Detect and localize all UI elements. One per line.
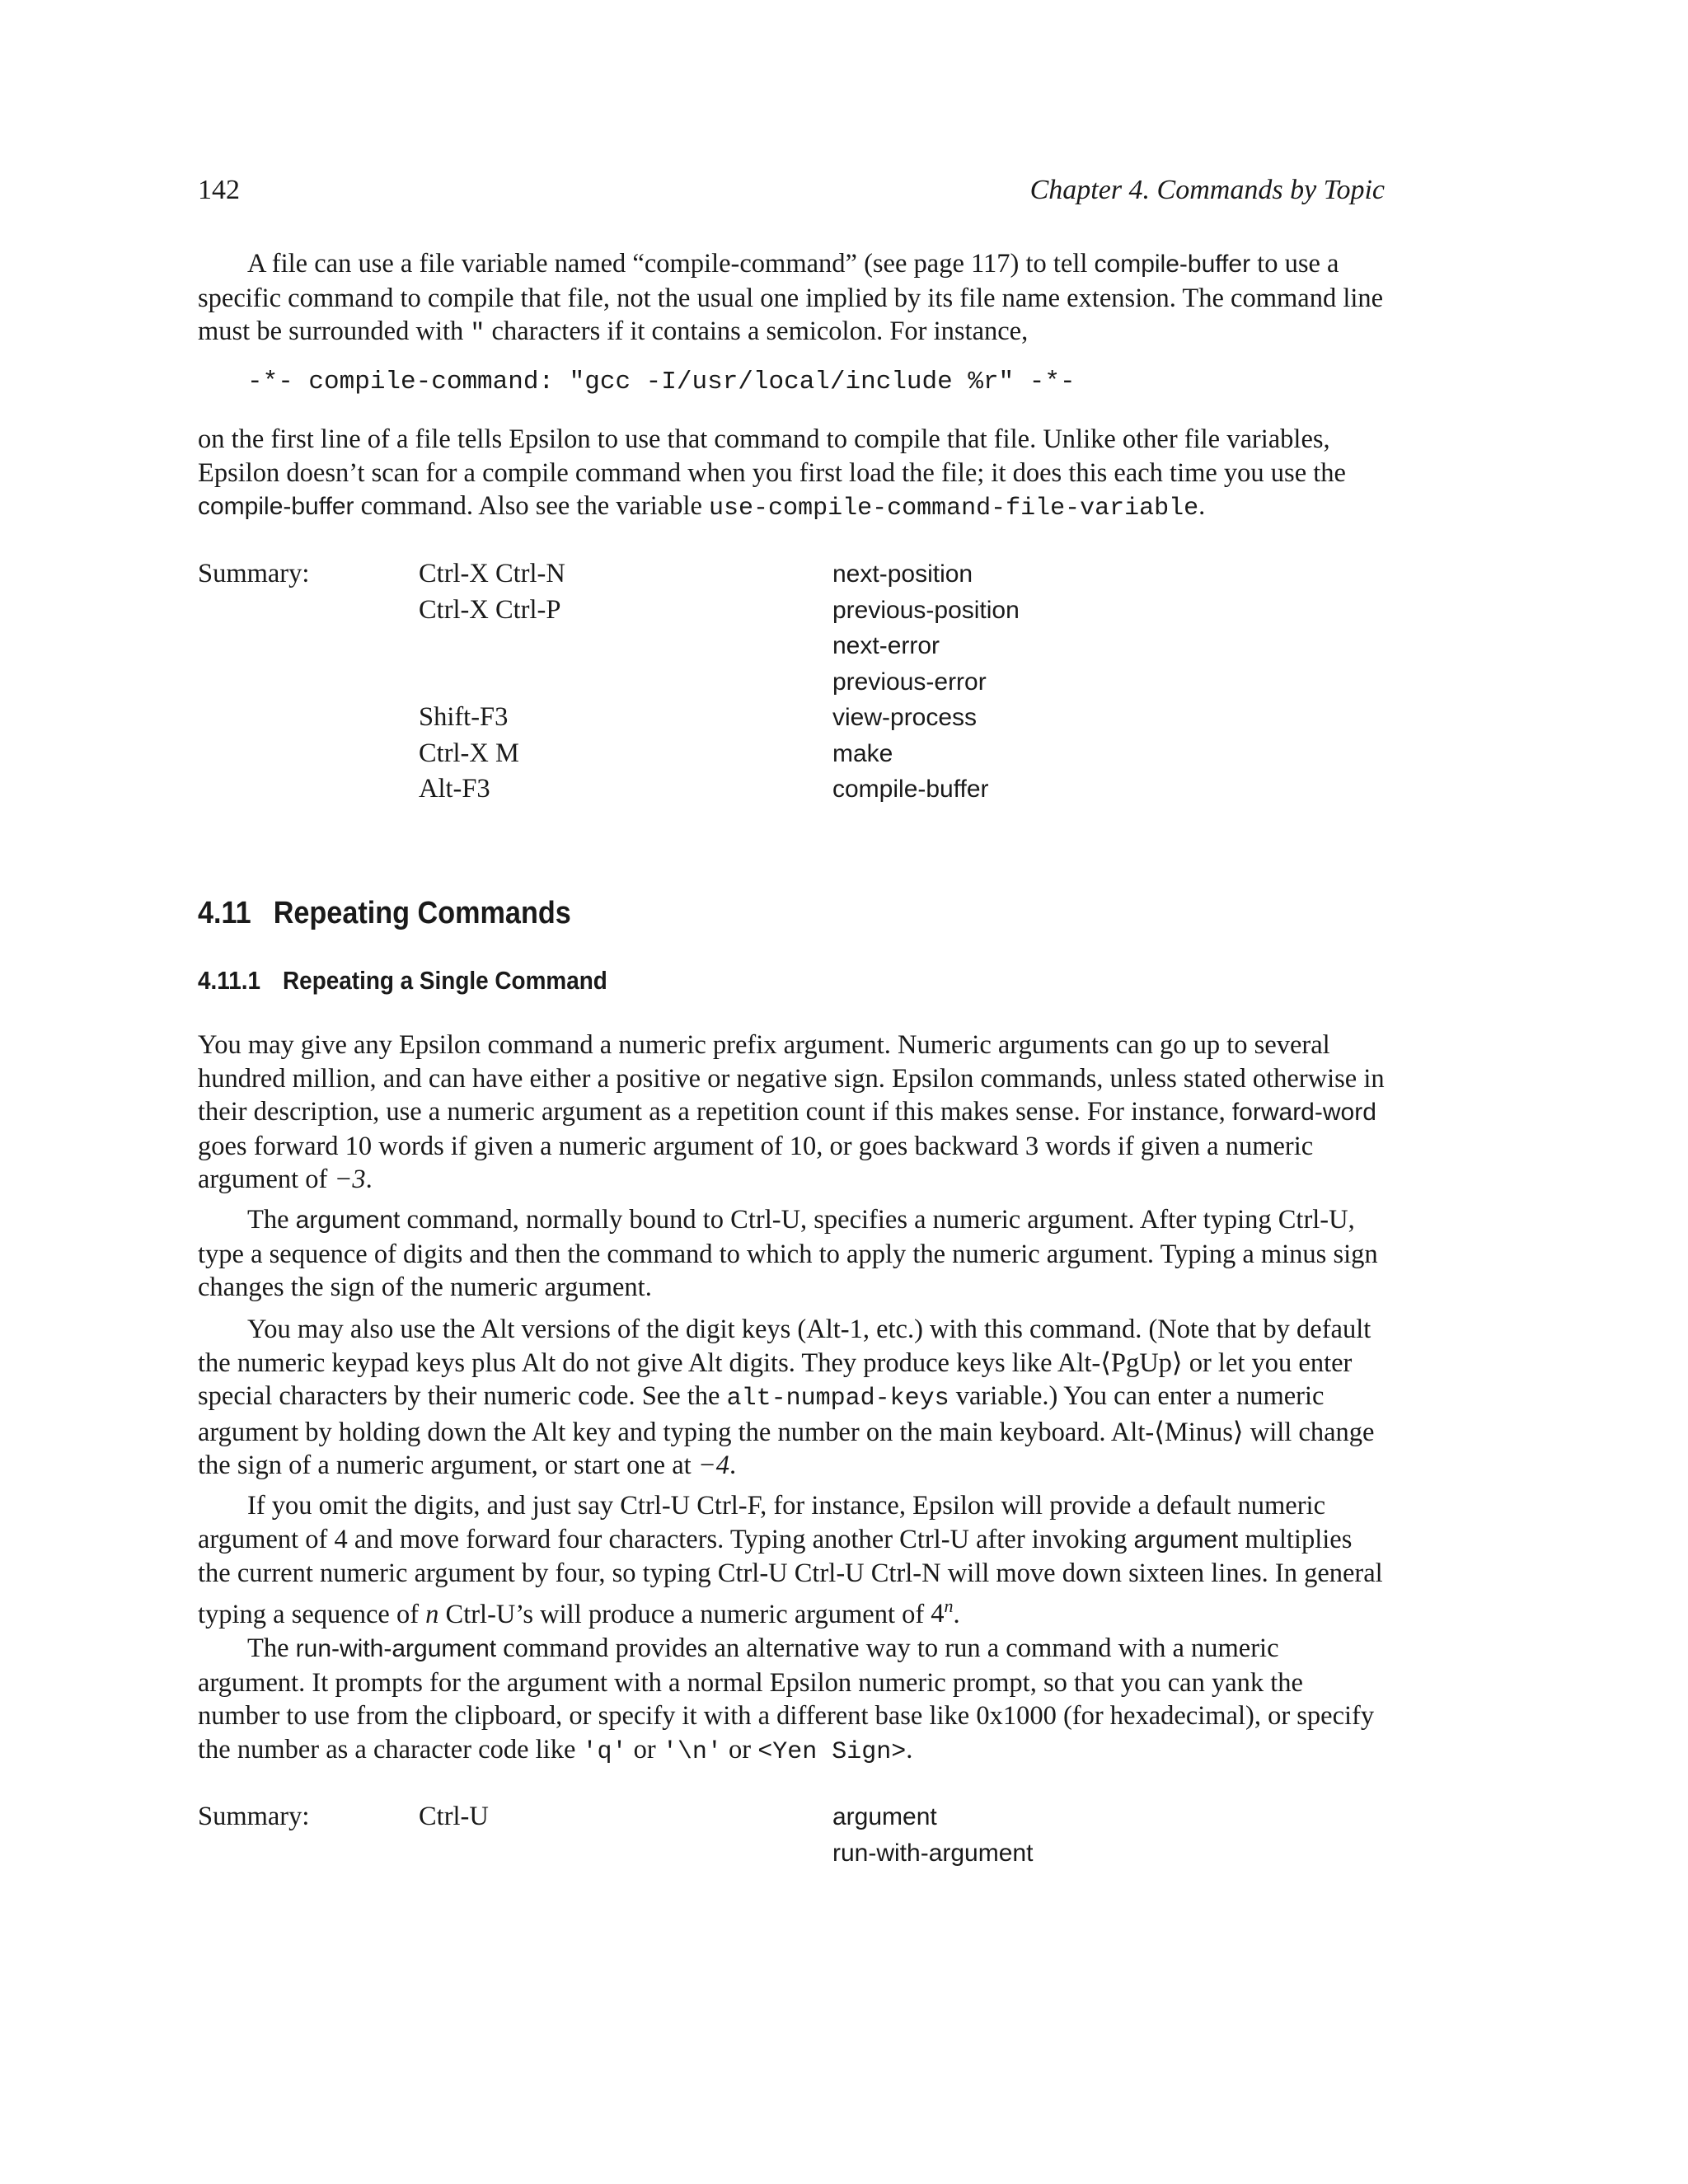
key-binding: Ctrl-X Ctrl-N [419,559,565,588]
summary-row [198,771,1385,808]
summary-table-argument [198,1799,1385,1871]
command-name: compile-buffer [198,493,354,520]
section-heading [198,893,571,934]
command-name: forward-word [1231,1099,1376,1126]
key-binding: Alt-F3 [419,774,490,804]
paragraph-alt-digits: You may also use the Alt versions of the digit keys (Alt-1, etc.) with this command. (Note that by default the numeric keypad keys plus Alt do not give Alt digits. They produce keys like Alt-⟨PgUp⟩ or let you enter special characters by their numeric code. See the alt-numpad-keys variable.) You can enter a numeric argument by holding down the Alt key and typing the number on the main keyboard. Alt-⟨Minus⟩ will change the sign of a numeric argument, or start one at −4. [198,1315,1375,1480]
command-name: run-with-argument [295,1635,497,1662]
summary-label: Summary: [198,1802,310,1831]
inline-code: " [470,320,485,348]
math-power: 4$^n$ [931,1596,954,1629]
summary-label: Summary: [198,559,310,588]
command-name: previous-position [832,596,1020,624]
section-title: Repeating Commands [273,896,571,930]
summary-row [198,593,1385,629]
variable-name: alt-numpad-keys [726,1385,950,1413]
variable-name: use-compile-command-file-variable [709,494,1199,523]
paragraph-argument-command: The argument command, normally bound to Ctrl-U, specifies a numeric argument. After typing Ctrl-U, type a sequence of digits and then the command to which to apply the numeric argument. Typing a minus sign changes the sign of the numeric argument. [198,1205,1378,1302]
summary-row [198,1799,1385,1835]
subsection-heading [198,964,607,997]
command-name: previous-error [832,668,987,696]
math-variable: n [425,1599,439,1629]
code-example: -*- compile-command: "gcc -I/usr/local/include %r" -*- [247,368,1076,396]
command-name: run-with-argument [832,1839,1034,1867]
page-number: 142 [198,175,240,205]
key-binding: Ctrl-X Ctrl-P [419,594,561,625]
paragraph-first-line: on the first line of a file tells Epsilon to use that command to compile that file. Unlike other file variables, Epsilon doesn’t scan for a compile command when you first load the file; it does this each time you use the compile-buffer command. Also see the variable use-compile-command-file-variable. [198,424,1346,523]
command-name: make [832,739,893,767]
chapter-title: Chapter 4. Commands by Topic [1029,175,1385,205]
key-binding: Ctrl-U [419,1802,489,1831]
command-name: compile-buffer [1094,251,1251,278]
inline-code: '\n' [662,1737,722,1766]
command-name: next-error [832,632,940,659]
command-name: next-position [832,560,973,588]
subsection-title: Repeating a Single Command [283,966,607,995]
command-name: argument [1133,1526,1239,1554]
summary-row [198,1835,1385,1872]
math-value: −4 [697,1451,729,1480]
key-binding: Shift-F3 [419,702,509,732]
summary-row [198,736,1385,772]
command-name: argument [832,1803,937,1830]
summary-row [198,700,1385,736]
subsection-number: 4.11.1 [198,966,261,995]
paragraph-compile-command: A file can use a file variable named “compile-command” (see page 117) to tell compile-buffer to use a specific command to compile that file, not the usual one implied by its file name extension. The command line must be surrounded with " characters if it contains a semicolon. For instance, [198,249,1384,348]
command-name: compile-buffer [832,776,989,803]
command-name: argument [295,1207,401,1234]
math-value: −3 [334,1165,366,1194]
command-name: view-process [832,704,978,731]
summary-row [198,556,1385,593]
section-number: 4.11 [198,896,251,930]
summary-row [198,628,1385,664]
summary-row [198,664,1385,701]
paragraph-omit-digits: If you omit the digits, and just say Ctrl-U Ctrl-F, for instance, Epsilon will provide a default numeric argument of 4 and move forward four characters. Typing another Ctrl-U after invoking argument multiplies the current numeric argument by four, so typing Ctrl-U Ctrl-U Ctrl-N will move down sixteen lines. In general typing a sequence of n Ctrl-U’s will produce a numeric argument of 4$^n$. [198,1491,1383,1629]
summary-table-compile [198,556,1385,808]
inline-code: <Yen Sign> [757,1737,907,1766]
paragraph-run-with-argument: The run-with-argument command provides an alternative way to run a command with a numeric argument. It prompts for the argument with a normal Epsilon numeric prompt, so that you can yank the number to use from the clipboard, or specify it with a different base like 0x1000 (for hexadecimal), or specify the number as a character code like 'q' or '\n' or <Yen Sign>. [198,1633,1375,1766]
running-header [198,170,1385,211]
inline-code: 'q' [582,1737,627,1766]
key-binding: Ctrl-X M [419,738,519,768]
paragraph-numeric-prefix: You may give any Epsilon command a numeric prefix argument. Numeric arguments can go up to several hundred million, and can have either a positive or negative sign. Epsilon commands, unless stated otherwise in their description, use a numeric argument as a repetition count if this makes sense. For instance, forward-word goes forward 10 words if given a numeric argument of 10, or goes backward 3 words if given a numeric argument of −3. [198,1030,1385,1194]
